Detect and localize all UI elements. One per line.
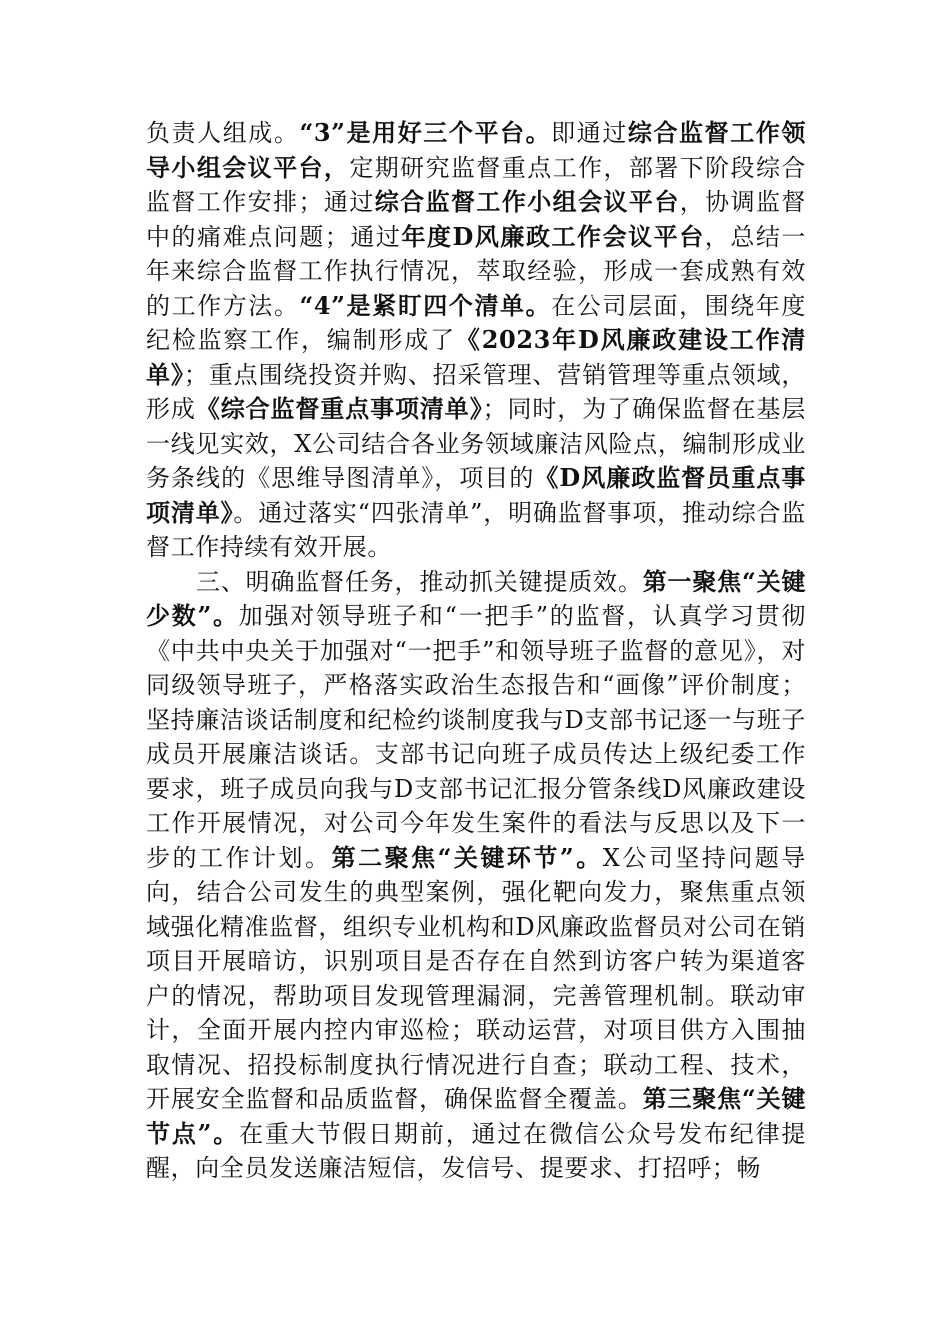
bold-text-run: 《2023年D风廉政建设工作清单》 — [146, 325, 806, 389]
paragraph-platforms-and-lists — [146, 116, 806, 565]
text-run: ，协调监督中的痛难点问题；通过 — [146, 188, 807, 251]
bold-text-run: 《综合监督重点事项清单》 — [195, 394, 483, 423]
bold-heading-four-lists: “4”是紧盯四个清单。 — [299, 290, 552, 320]
paragraph-supervision-tasks — [146, 565, 806, 1186]
document-body — [146, 116, 806, 1186]
text-run: 在公司层面，围绕年度纪检监察工作，编制形成了 — [146, 291, 806, 354]
text-run: 即通过 — [551, 119, 628, 147]
text-run: 负责人组成。 — [146, 119, 300, 147]
bold-heading-third-focus: 第三聚焦“关键节点”。 — [146, 1084, 806, 1148]
bold-text-run: 《D风廉政监督员重点事项清单》 — [146, 463, 806, 527]
section-heading: 三、明确监督任务，推动抓关键提质效。 — [196, 567, 643, 596]
text-run: ；同时，为了确保监督在基层一线见实效，X公司结合各业务领域廉洁风险点，编制形成业务条线的《思维导图清单》，项目的 — [146, 395, 806, 492]
bold-heading-first-focus: 第一聚焦“关键少数”。 — [146, 566, 806, 630]
text-run: X公司坚持问题导向，结合公司发生的典型案例，强化靶向发力，聚焦重点领域强化精准监督，组织专业机构和D风廉政监督员对公司在销项目开展暗访，识别项目是否存在自然到访客户转为渠道客户的情况，帮助项目发现管理漏洞，完善管理机制。联动审计，全面开展内控内审巡检；联动运营，对项目供方入围抽取情况、招投标制度执行情况进行自查；联动工程、技术，开展安全监督和品质监督，确保监督全覆盖。 — [146, 843, 807, 1113]
text-run: 。通过落实“四张清单”，明确监督事项，推动综合监督工作持续有效开展。 — [146, 498, 806, 561]
bold-text-run: 综合监督工作领导小组会议平台， — [146, 118, 806, 182]
text-run: 定期研究监督重点工作，部署下阶段综合监督工作安排；通过 — [146, 153, 806, 216]
text-run: 在重大节假日期前，通过在微信公众号发布纪律提醒，向全员发送廉洁短信，发信号、提要求、打招呼；畅 — [146, 1119, 806, 1182]
bold-heading-three-platforms: “3”是用好三个平台。 — [299, 118, 552, 147]
bold-heading-second-focus: 第二聚焦“关键环节”。 — [331, 842, 603, 872]
bold-text-run: 年度D风廉政工作会议平台 — [401, 221, 705, 251]
text-run: 加强对领导班子和“一把手”的监督，认真学习贯彻《中共中央关于加强对“一把手”和领导班子监督的意见》，对同级领导班子，严格落实政治生态报告和“画像”评价制度；坚持廉洁谈话制度和纪检约谈制度我与D支部书记逐一与班子成员开展廉洁谈话。支部书记向班子成员传达上级纪委工作要求，班子成员向我与D支部书记汇报分管条线D风廉政建设工作开展情况，对公司今年发生案件的看法与反思以及下一步的工作计划。 — [146, 602, 806, 872]
text-run: ；重点围绕投资并购、招采管理、营销管理等重点领域，形成 — [146, 360, 807, 423]
bold-text-run: 综合监督工作小组会议平台 — [374, 187, 680, 216]
text-run: ，总结一年来综合监督工作执行情况，萃取经验，形成一套成熟有效的工作方法。 — [146, 222, 807, 320]
